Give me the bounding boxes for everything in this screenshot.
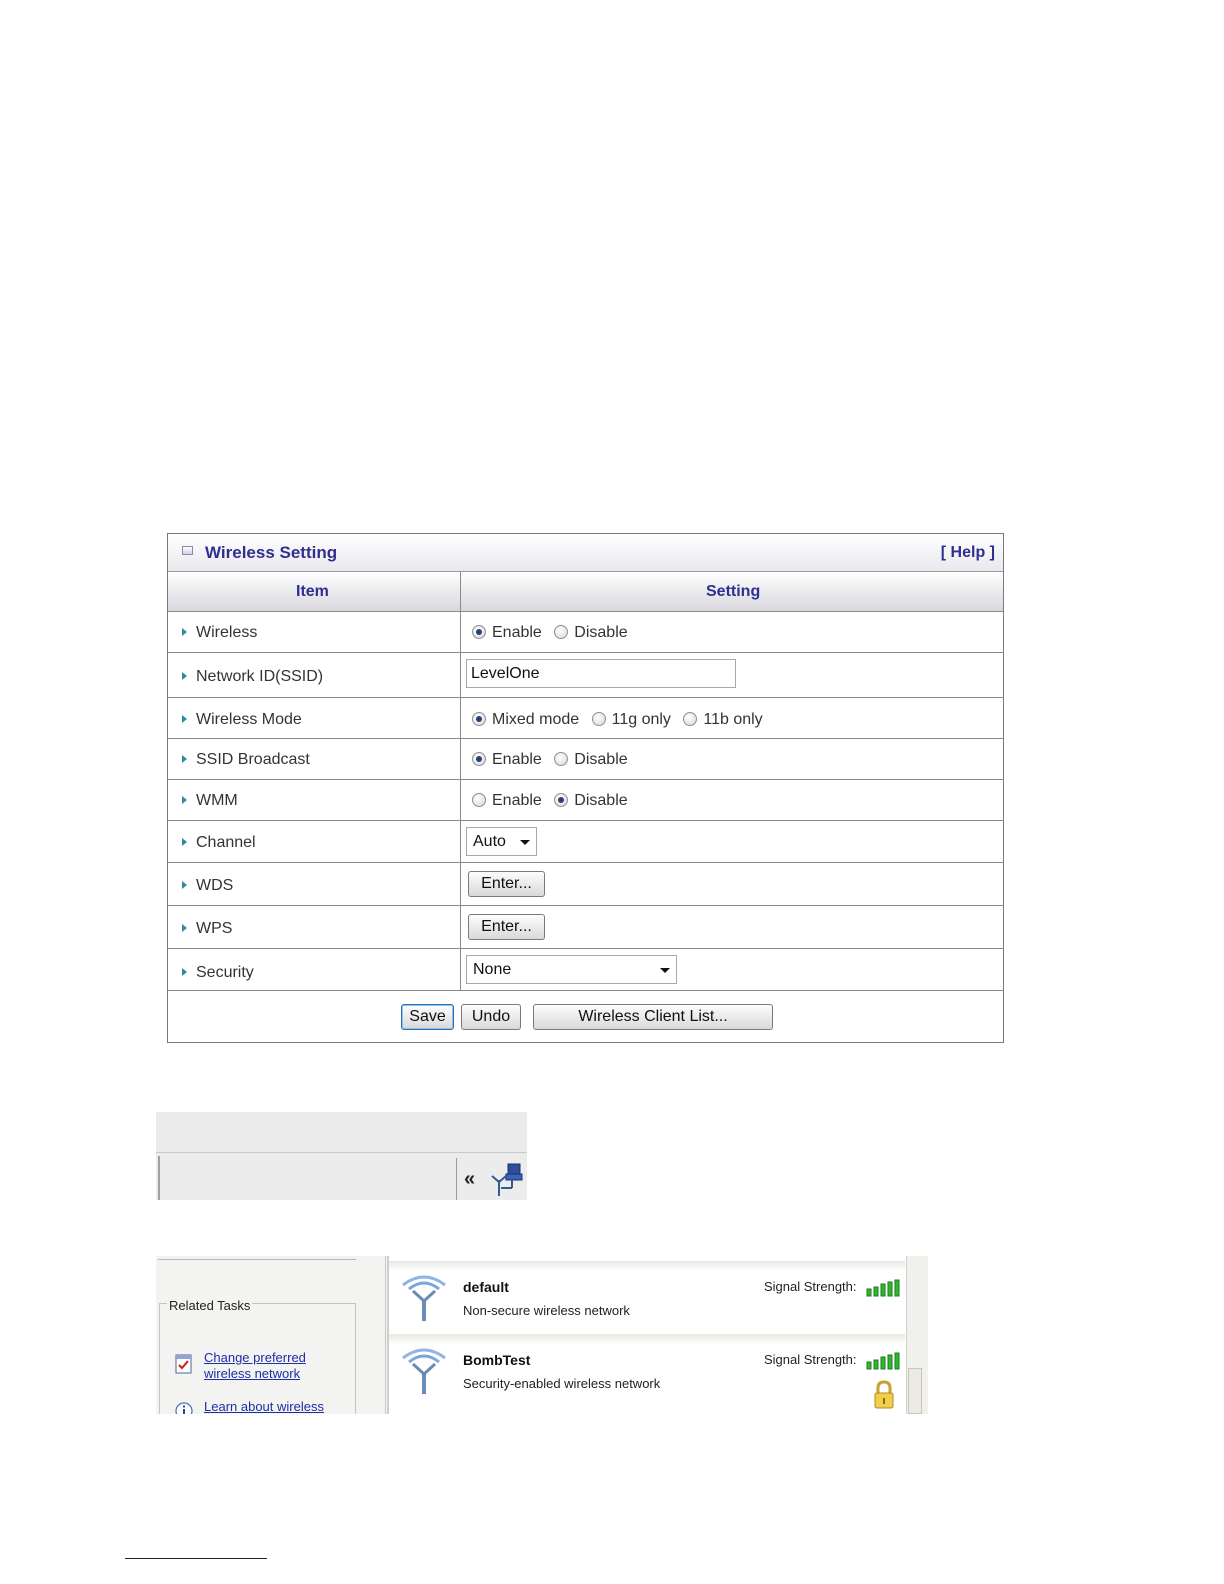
taskbar-edge [158, 1156, 160, 1200]
channel-select[interactable] [466, 827, 537, 856]
help-link[interactable]: [ Help ] [940, 544, 995, 561]
column-header-item: Item [296, 583, 329, 600]
tray-separator [456, 1158, 457, 1200]
broadcast-disable-option[interactable] [554, 751, 627, 769]
security-select[interactable] [466, 955, 677, 984]
info-icon [175, 1402, 193, 1414]
taskbar-strip [156, 1112, 527, 1200]
wmm-enable-option[interactable] [472, 792, 542, 810]
row-channel [168, 821, 1003, 863]
mode-11b-option[interactable] [683, 711, 762, 729]
panel-title: Wireless Setting [205, 543, 338, 562]
label-text: Wireless [196, 624, 258, 641]
mode-mixed-option[interactable] [472, 711, 579, 729]
undo-button[interactable]: Undo [461, 1004, 521, 1030]
label-text: Network ID(SSID) [196, 668, 324, 685]
label-text: Channel [196, 834, 256, 851]
select-value: None [473, 961, 512, 978]
wmm-disable-option[interactable] [554, 792, 627, 810]
wireless-antenna-icon [399, 1271, 449, 1323]
change-preferred-network-link[interactable] [204, 1350, 306, 1382]
radio-selected-icon[interactable] [554, 793, 568, 807]
signal-strength-icon [866, 1352, 902, 1370]
arrow-icon [182, 672, 187, 680]
arrow-icon [182, 968, 187, 976]
option-label: Enable [492, 792, 542, 809]
label-text: Security [196, 964, 254, 981]
arrow-icon [182, 755, 187, 763]
radio-icon[interactable] [554, 625, 568, 639]
wps-enter-button[interactable]: Enter... [468, 914, 545, 940]
related-tasks-title: Related Tasks [169, 1298, 251, 1313]
option-label: Mixed mode [492, 711, 580, 728]
row-wireless-mode [168, 698, 1003, 739]
label-text: Wireless Mode [196, 711, 302, 728]
network-description: Non-secure wireless network [463, 1303, 630, 1318]
label-text: SSID Broadcast [196, 751, 310, 768]
option-label: Enable [492, 751, 542, 768]
label-text: WDS [196, 877, 234, 894]
pane-top-rule [158, 1256, 356, 1260]
row-security [168, 949, 1003, 991]
show-hidden-icons-chevron[interactable]: « [464, 1168, 476, 1190]
row-label [182, 920, 232, 938]
row-ssid-broadcast [168, 739, 1003, 780]
wireless-network-list-window [156, 1256, 928, 1414]
row-label [182, 668, 323, 686]
wmm-radio-group [472, 792, 636, 810]
option-label: 11g only [611, 711, 671, 728]
label-text: WPS [196, 920, 233, 937]
row-label [182, 834, 256, 852]
radio-icon[interactable] [472, 793, 486, 807]
wireless-client-list-button[interactable]: Wireless Client List... [533, 1004, 773, 1030]
select-value: Auto [473, 833, 506, 850]
wireless-disable-option[interactable] [554, 624, 627, 642]
row-wds [168, 863, 1003, 906]
link-line: wireless network [204, 1366, 301, 1381]
row-label [182, 624, 257, 642]
item-band [389, 1334, 905, 1344]
lock-icon [872, 1380, 896, 1410]
mode-11g-option[interactable] [592, 711, 671, 729]
radio-icon[interactable] [683, 712, 697, 726]
taskbar-upper [156, 1112, 527, 1153]
radio-icon[interactable] [554, 752, 568, 766]
link-line: Change preferred [204, 1350, 306, 1365]
radio-selected-icon[interactable] [472, 752, 486, 766]
broadcast-enable-option[interactable] [472, 751, 542, 769]
signal-strength-label: Signal Strength: [764, 1352, 857, 1367]
network-item-default[interactable] [389, 1261, 905, 1331]
mode-radio-group [472, 711, 771, 729]
network-description: Security-enabled wireless network [463, 1376, 661, 1391]
arrow-icon [182, 838, 187, 846]
row-label [182, 877, 233, 895]
radio-icon[interactable] [592, 712, 606, 726]
row-label [182, 751, 310, 769]
checklist-icon [175, 1354, 193, 1374]
option-label: Disable [574, 792, 628, 809]
learn-about-wireless-link[interactable]: Learn about wireless [204, 1399, 324, 1414]
wireless-network-tray-icon[interactable] [490, 1162, 526, 1198]
radio-selected-icon[interactable] [472, 625, 486, 639]
column-header-setting: Setting [706, 583, 761, 600]
network-item-bombtest[interactable] [389, 1334, 905, 1414]
scrollbar-thumb[interactable] [908, 1368, 922, 1414]
footnote-rule [125, 1558, 267, 1559]
option-label: Disable [574, 624, 628, 641]
label-text: WMM [196, 792, 238, 809]
arrow-icon [182, 881, 187, 889]
wireless-setting-panel [167, 533, 1004, 1043]
ssid-input[interactable]: LevelOne [466, 659, 736, 688]
row-wps [168, 906, 1003, 949]
chevron-down-icon[interactable] [660, 968, 670, 973]
row-wireless [168, 612, 1003, 653]
radio-selected-icon[interactable] [472, 712, 486, 726]
panel-title-bar [168, 534, 1003, 572]
save-button[interactable]: Save [401, 1004, 454, 1030]
arrow-icon [182, 924, 187, 932]
signal-strength-icon [866, 1279, 902, 1297]
table-header [168, 572, 1003, 612]
chevron-down-icon[interactable] [520, 840, 530, 845]
item-band [389, 1261, 905, 1271]
network-name: BombTest [463, 1352, 531, 1368]
wireless-radio-group [472, 624, 636, 642]
broadcast-radio-group [472, 751, 636, 769]
row-label [182, 964, 254, 982]
arrow-icon [182, 628, 187, 636]
row-ssid [168, 653, 1003, 698]
arrow-icon [182, 796, 187, 804]
wireless-antenna-icon [399, 1344, 449, 1396]
signal-strength-label: Signal Strength: [764, 1279, 857, 1294]
option-label: Disable [574, 751, 628, 768]
row-label [182, 792, 238, 810]
wireless-enable-option[interactable] [472, 624, 542, 642]
arrow-icon [182, 715, 187, 723]
row-wmm [168, 780, 1003, 821]
wds-enter-button[interactable]: Enter... [468, 871, 545, 897]
option-label: Enable [492, 624, 542, 641]
panel-box-icon [182, 546, 193, 555]
option-label: 11b only [703, 711, 763, 728]
pane-separator [385, 1256, 386, 1414]
network-name: default [463, 1279, 509, 1295]
row-label [182, 711, 302, 729]
